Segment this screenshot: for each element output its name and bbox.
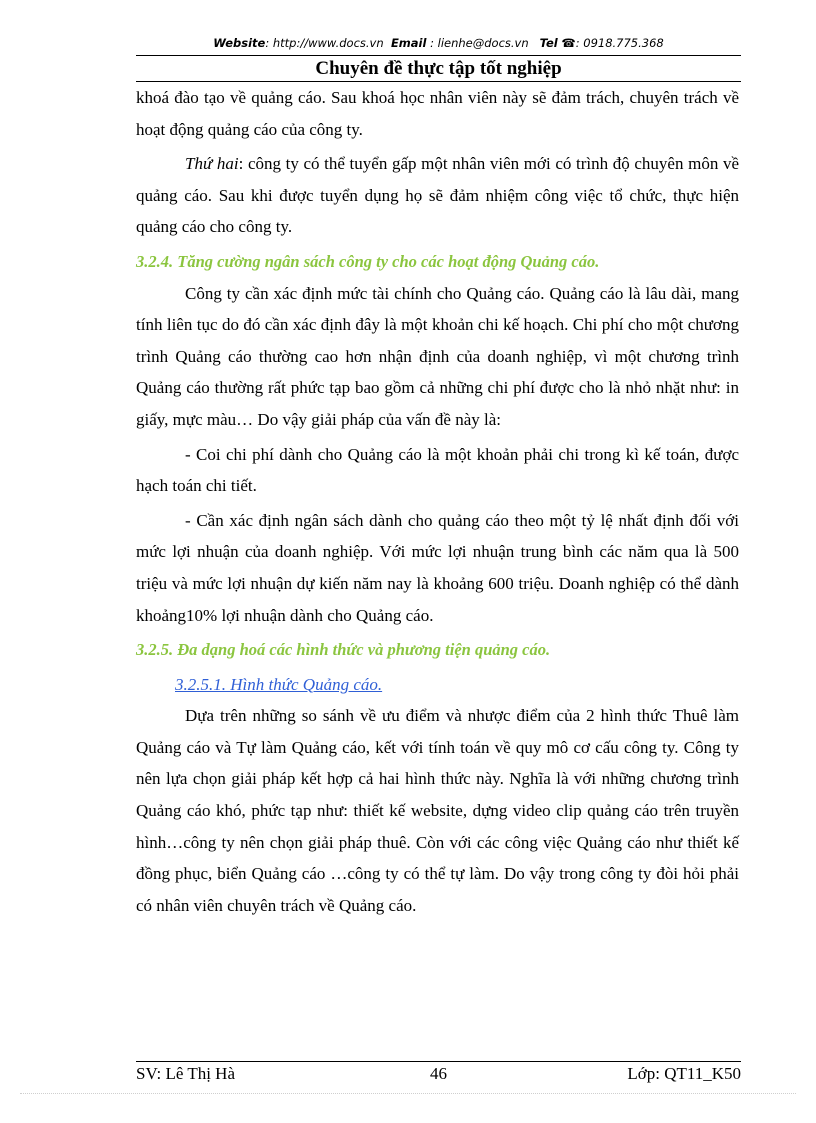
paragraph-text: : công ty có thể tuyển gấp một nhân viên mới có trình độ chuyên môn về quảng cáo. Sau khi được tuyển dụng họ sẽ đảm nhiệm công việc tổ chức, thực hiện quảng cáo cho công ty.: [136, 154, 740, 237]
website-label: Website: [213, 36, 266, 50]
telephone-icon: ☎: [561, 36, 576, 50]
section-heading: 3.2.5. Đa dạng hoá các hình thức và phương tiện quảng cáo.: [136, 640, 551, 660]
website-value: : http://www.docs.vn: [265, 36, 384, 50]
site-header: [136, 36, 741, 50]
paragraph-lead: Thứ hai: [185, 154, 239, 174]
page-edge-dotted-line: [20, 1093, 796, 1094]
paragraph: - Coi chi phí dành cho Quảng cáo là một khoản phải chi trong kì kế toán, được hạch toán chi tiết.: [136, 444, 739, 496]
document-body: [136, 82, 739, 921]
email-value: : lienhe@docs.vn: [430, 36, 529, 50]
document-title: Chuyên đề thực tập tốt nghiệp: [315, 58, 562, 79]
paragraph: - Cần xác định ngân sách dành cho quảng cáo theo một tỷ lệ nhất định đối với mức lợi nhuận của doanh nghiệp. Với mức lợi nhuận trung bình các năm qua là 500 triệu và mức lợi nhuận dự kiến năm nay là khoảng 600 triệu. Doanh nghiệp có thể dành khoảng10% lợi nhuận dành cho Quảng cáo.: [136, 510, 739, 625]
paragraph: Dựa trên những so sánh về ưu điểm và nhược điểm của 2 hình thức Thuê làm Quảng cáo và Tự làm Quảng cáo, kết với tính toán về quy mô cơ cấu công ty. Công ty nên lựa chọn giải pháp kết hợp cả hai hình thức này. Nghĩa là với những chương trình Quảng cáo khó, phức tạp như: thiết kế website, dựng video clip quảng cáo trên truyền hình…công ty nên chọn giải pháp thuê. Còn với các công việc Quảng cáo như thiết kế đồng phục, biển Quảng cáo …công ty có thể tự làm. Do vậy trong công ty đòi hỏi phải có nhân viên chuyên trách về Quảng cáo.: [136, 706, 739, 915]
footer-student: SV: Lê Thị Hà: [136, 1064, 235, 1083]
page-footer: [136, 1064, 741, 1088]
footer-class: Lớp: QT11_K50: [627, 1064, 741, 1083]
footer-divider: [136, 1061, 741, 1062]
page-number: 46: [430, 1064, 447, 1083]
section-heading: 3.2.4. Tăng cường ngân sách công ty cho các hoạt động Quảng cáo.: [136, 251, 600, 271]
paragraph: [136, 148, 739, 243]
paragraph: khoá đào tạo về quảng cáo. Sau khoá học nhân viên này sẽ đảm trách, chuyên trách về hoạt động quảng cáo của công ty.: [136, 88, 739, 139]
header-divider: [136, 55, 741, 56]
tel-value: : 0918.775.368: [575, 36, 664, 50]
subsection-heading-link[interactable]: 3.2.5.1. Hình thức Quảng cáo.: [175, 674, 383, 694]
paragraph: Công ty cần xác định mức tài chính cho Quảng cáo. Quảng cáo là lâu dài, mang tính liên tục do đó cần xác định đây là một khoản chi kế hoạch. Chi phí cho một chương trình Quảng cáo thường cao hơn nhận định của doanh nghiệp, vì một chương trình Quảng cáo thường rất phức tạp bao gồm cả những chi phí được cho là nhỏ nhặt như: in giấy, mực màu… Do vậy giải pháp của vấn đề này là:: [136, 283, 739, 429]
tel-label: Tel: [539, 36, 558, 50]
email-label: Email: [390, 36, 427, 50]
